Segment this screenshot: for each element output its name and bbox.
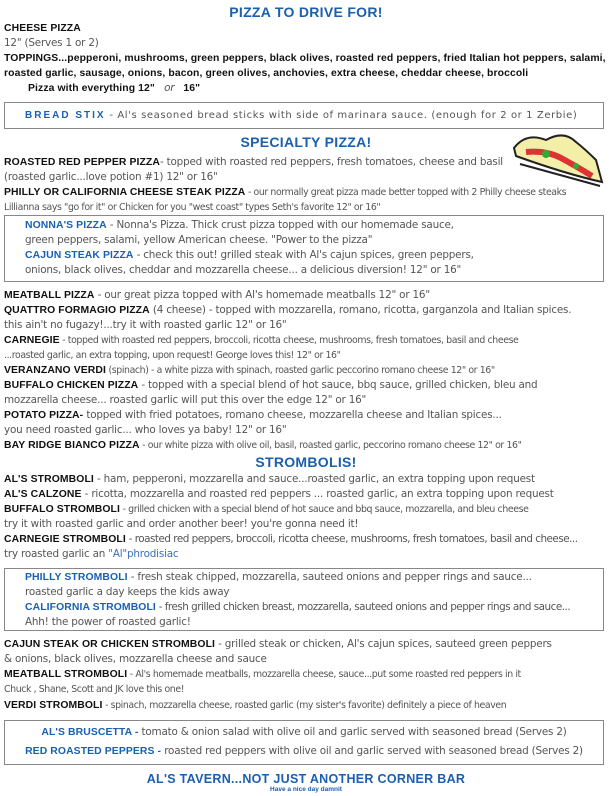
item-desc: - fresh steak chipped, mozzarella, sauteed onions and pepper rings and sauce... bbox=[127, 571, 532, 583]
item-name: ROASTED RED PEPPER PIZZA bbox=[4, 157, 160, 168]
item-name: AL'S CALZONE bbox=[4, 489, 82, 500]
item-desc: - our white pizza with olive oil, basil, roasted garlic, peccorino romano cheese 12" or 16" bbox=[139, 440, 522, 451]
item-desc: you need roasted garlic... who loves ya baby! 12" or 16" bbox=[4, 424, 287, 436]
item-name: CALIFORNIA STROMBOLI bbox=[25, 602, 156, 613]
menu-item bbox=[4, 333, 518, 348]
cheese-pizza-size: 12" (Serves 1 or 2) bbox=[4, 37, 99, 49]
menu-item bbox=[4, 698, 506, 713]
item-desc: roasted red peppers with olive oil and garlic served with seasoned bread (Serves 2) bbox=[161, 745, 583, 757]
item-desc: - roasted red peppers, broccoli, ricotta cheese, mushrooms, fresh tomatoes, basil and cheese... bbox=[125, 533, 578, 545]
footer-subtitle: Have a nice day damnit bbox=[270, 786, 342, 793]
item-name: PHILLY OR CALIFORNIA CHEESE STEAK PIZZA bbox=[4, 187, 246, 198]
footer-title: AL'S TAVERN...NOT JUST ANOTHER CORNER BAR bbox=[146, 772, 466, 786]
item-desc: - our normally great pizza made better topped with 2 Philly cheese steaks bbox=[245, 187, 567, 198]
menu-item bbox=[4, 502, 528, 517]
item-desc: roasted garlic a day keeps the kids away bbox=[25, 586, 230, 598]
everything-12: Pizza with everything 12" bbox=[28, 83, 155, 94]
item-desc: - Al's homemade meatballs, mozzarella cheese, sauce...put some roasted red peppers in it bbox=[127, 669, 521, 680]
item-name: POTATO PIZZA- bbox=[4, 410, 84, 421]
menu-item bbox=[4, 185, 566, 200]
bread-stix-name: BREAD STIX bbox=[25, 110, 106, 121]
appetizers-box bbox=[4, 720, 604, 765]
item-desc: (4 cheese) - topped with mozzarella, romano, ricotta, garganzola and Italian spices. bbox=[149, 304, 572, 316]
item-name: CARNEGIE bbox=[4, 335, 60, 346]
menu-item bbox=[4, 532, 578, 547]
item-desc: - topped with roasted red peppers, broccoli, ricotta cheese, mushrooms, fresh tomatoes, basil and cheese bbox=[59, 335, 519, 346]
stromboli-featured-box bbox=[4, 568, 604, 631]
menu-item bbox=[5, 745, 603, 757]
item-desc: - fresh grilled chicken breast, mozzarella, sauteed onions and pepper rings and sauce... bbox=[155, 601, 571, 613]
item-desc: - grilled chicken with a special blend of hot sauce and bbq sauce, mozzarella, and bleu cheese bbox=[120, 504, 529, 515]
menu-item bbox=[4, 667, 521, 682]
item-desc: - Nonna's Pizza. Thick crust pizza topped with our homemade sauce, bbox=[106, 219, 454, 231]
item-desc: try it with roasted garlic and order another beer! you're gonna need it! bbox=[4, 518, 359, 530]
item-name: BUFFALO STROMBOLI bbox=[4, 504, 120, 515]
bread-stix-desc: - Al's seasoned bread sticks with side of marinara sauce. (enough for 2 or 1 Zerbie) bbox=[105, 110, 578, 121]
item-name: PHILLY STROMBOLI bbox=[25, 572, 128, 583]
menu-item bbox=[4, 408, 502, 423]
everything-or: or bbox=[164, 82, 175, 94]
menu-item bbox=[25, 600, 570, 615]
bread-stix bbox=[25, 108, 577, 123]
item-name: CARNEGIE STROMBOLI bbox=[4, 534, 126, 545]
item-desc: - ricotta, mozzarella and roasted red peppers ... roasted garlic, an extra topping upon request bbox=[81, 488, 554, 500]
menu-item bbox=[4, 472, 535, 487]
item-name: AL'S BRUSCETTA - bbox=[41, 727, 139, 738]
menu-item bbox=[4, 487, 554, 502]
item-desc: mozzarella cheese... roasted garlic will put this over the edge 12" or 16" bbox=[4, 394, 367, 406]
item-desc: (spinach) - a white pizza with spinach, roasted garlic peccorino romano cheese 12" or 16" bbox=[105, 365, 495, 376]
everything-16: 16" bbox=[183, 83, 201, 94]
item-desc: - our great pizza topped with Al's homemade meatballs 12" or 16" bbox=[94, 289, 430, 301]
page-title: PIZZA TO DRIVE FOR! bbox=[229, 4, 383, 20]
item-name: RED ROASTED PEPPERS - bbox=[25, 746, 162, 757]
specialty-title: SPECIALTY PIZZA! bbox=[240, 134, 372, 150]
item-desc: "Al"phrodisiac bbox=[108, 548, 179, 560]
item-desc: - check this out! grilled steak with Al's cajun spices, green peppers, bbox=[133, 249, 474, 261]
item-desc: Chuck , Shane, Scott and JK love this one! bbox=[4, 684, 185, 695]
item-desc: tomato & onion salad with olive oil and garlic served with seasoned bread (Serves 2) bbox=[138, 726, 567, 738]
menu-item bbox=[25, 218, 454, 233]
item-name: VERANZANO VERDI bbox=[4, 365, 106, 376]
item-name: VERDI STROMBOLI bbox=[4, 700, 103, 711]
item-name: AL'S STROMBOLI bbox=[4, 474, 94, 485]
menu-item bbox=[25, 570, 532, 585]
item-desc: - topped with roasted red peppers, fresh tomatoes, cheese and basil bbox=[159, 156, 503, 168]
item-desc: this ain't no fugazy!...try it with roasted garlic 12" or 16" bbox=[4, 319, 287, 331]
menu-item bbox=[4, 363, 495, 378]
menu-item bbox=[4, 288, 430, 303]
toppings-line-2: roasted garlic, sausage, onions, bacon, green olives, anchovies, extra cheese, cheddar cheese, broccoli bbox=[4, 68, 529, 79]
item-desc: Ahh! the power of roasted garlic! bbox=[25, 616, 191, 628]
item-desc: - grilled steak or chicken, Al's cajun spices, sauteed green peppers bbox=[215, 638, 552, 650]
item-desc: Lillianna says "go for it" or Chicken for you "west coast" types Seth's favorite 12" or 16" bbox=[4, 202, 381, 213]
menu-item bbox=[4, 155, 503, 170]
pizza-everything bbox=[28, 81, 200, 96]
menu-item bbox=[25, 248, 474, 263]
item-desc: green peppers, salami, yellow American cheese. "Power to the pizza" bbox=[25, 234, 373, 246]
item-name: QUATTRO FORMAGIO PIZZA bbox=[4, 305, 150, 316]
item-desc: - ham, pepperoni, mozzarella and sauce...roasted garlic, an extra topping upon request bbox=[93, 473, 535, 485]
item-desc: (roasted garlic...love potion #1) 12" or 16" bbox=[4, 171, 218, 183]
item-name: CAJUN STEAK PIZZA bbox=[25, 250, 134, 261]
item-name: NONNA'S PIZZA bbox=[25, 220, 107, 231]
item-desc: onions, black olives, cheddar and mozzarella cheese... a delicious diversion! 12" or 16" bbox=[25, 264, 462, 276]
menu-item bbox=[4, 303, 571, 318]
item-name: BAY RIDGE BIANCO PIZZA bbox=[4, 440, 140, 451]
pizza-slice-icon bbox=[506, 130, 606, 192]
item-name: CAJUN STEAK OR CHICKEN STROMBOLI bbox=[4, 639, 216, 650]
item-desc bbox=[4, 547, 178, 562]
menu-item bbox=[5, 726, 603, 738]
bread-stix-box bbox=[4, 102, 604, 129]
toppings-line-1: TOPPINGS...pepperoni, mushrooms, green peppers, black olives, roasted red peppers, fried Italian hot peppers, salami, bbox=[4, 53, 606, 64]
menu-item bbox=[4, 637, 552, 652]
specialty-featured-box bbox=[4, 215, 604, 282]
item-name: BUFFALO CHICKEN PIZZA bbox=[4, 380, 139, 391]
menu-item bbox=[4, 438, 522, 453]
cheese-pizza-title: CHEESE PIZZA bbox=[4, 23, 81, 34]
item-desc: topped with fried potatoes, romano cheese, mozzarella cheese and Italian spices... bbox=[83, 409, 502, 421]
menu-item bbox=[4, 378, 537, 393]
item-desc: - topped with a special blend of hot sauce, bbq sauce, grilled chicken, bleu and bbox=[138, 379, 538, 391]
strombolis-title: STROMBOLIS! bbox=[255, 454, 357, 470]
item-desc: & onions, black olives, mozzarella cheese and sauce bbox=[4, 653, 267, 665]
item-desc: ...roasted garlic, an extra topping, upon request! George loves this! 12" or 16" bbox=[4, 350, 341, 361]
item-name: MEATBALL STROMBOLI bbox=[4, 669, 128, 680]
item-name: MEATBALL PIZZA bbox=[4, 290, 95, 301]
item-desc: try roasted garlic an bbox=[4, 548, 109, 560]
item-desc: - spinach, mozzarella cheese, roasted garlic (my sister's favorite) definitely a piece of heaven bbox=[102, 700, 507, 711]
